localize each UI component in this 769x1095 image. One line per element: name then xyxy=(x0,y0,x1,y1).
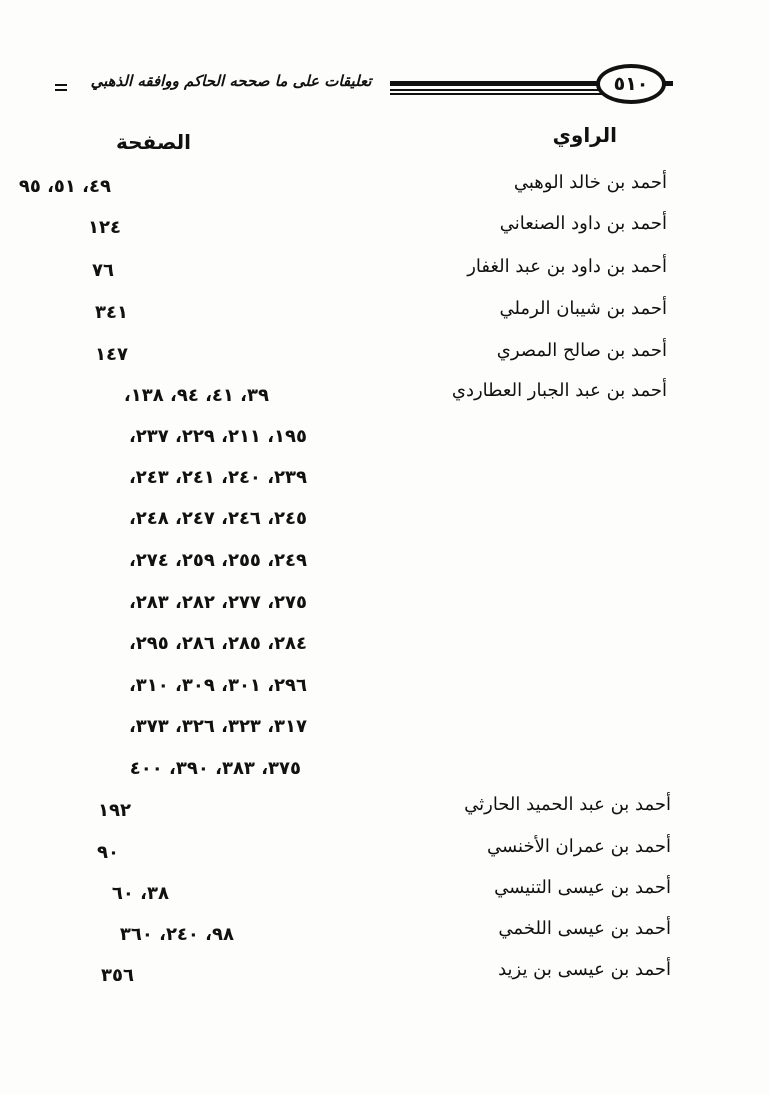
narrator-name: أحمد بن عمران الأخنسي xyxy=(486,836,671,857)
narrator-name: أحمد بن عيسى اللخمي xyxy=(498,918,671,939)
page-refs: ١٢٤ xyxy=(88,217,121,238)
page-refs: ٧٦ xyxy=(92,260,114,281)
page-refs: ١٩٢ xyxy=(98,800,131,821)
narrator-name: أحمد بن داود بن عبد الغفار xyxy=(467,256,667,277)
running-title: تعليقات على ما صححه الحاكم ووافقه الذهبي xyxy=(90,72,372,90)
page-refs: ٩٨، ٢٤٠، ٣٦٠ xyxy=(119,924,234,945)
page-refs-continuation: ٢٧٥، ٢٧٧، ٢٨٢، ٢٨٣، xyxy=(128,592,307,613)
narrator-name: أحمد بن عبد الجبار العطاردي xyxy=(451,380,667,401)
page-refs: ٣٩، ٤١، ٩٤، ١٣٨، xyxy=(123,385,269,406)
narrator-name: أحمد بن داود الصنعاني xyxy=(499,213,667,234)
narrator-name: أحمد بن صالح المصري xyxy=(496,340,667,361)
page-refs-continuation: ٢٤٥، ٢٤٦، ٢٤٧، ٢٤٨، xyxy=(128,508,307,529)
page-refs-continuation: ٢٤٩، ٢٥٥، ٢٥٩، ٢٧٤، xyxy=(128,550,307,571)
narrator-name: أحمد بن عيسى التنيسي xyxy=(494,877,671,898)
column-header-page: الصفحة xyxy=(116,130,192,154)
page-refs-continuation: ٢٨٤، ٢٨٥، ٢٨٦، ٢٩٥، xyxy=(128,633,307,654)
page-refs: ١٤٧ xyxy=(95,344,128,365)
page-refs: ٩٠ xyxy=(97,842,119,863)
narrator-name: أحمد بن شيبان الرملي xyxy=(499,298,667,319)
page-refs-continuation: ٣١٧، ٣٢٣، ٣٢٦، ٣٧٣، xyxy=(128,716,307,737)
column-header-narrator: الراوي xyxy=(552,123,617,147)
page-refs: ٤٩، ٥١، ٩٥ xyxy=(18,176,111,197)
page-refs: ٣٨، ٦٠ xyxy=(111,883,169,904)
page-refs: ٣٤١ xyxy=(95,302,128,323)
page-number: ٥١٠ xyxy=(596,64,666,104)
page-refs: ٣٥٦ xyxy=(101,965,134,986)
page-refs-continuation: ٣٧٥، ٣٨٣، ٣٩٠، ٤٠٠ xyxy=(129,758,301,779)
page-refs-continuation: ١٩٥، ٢١١، ٢٢٩، ٢٣٧، xyxy=(128,426,307,447)
narrator-name: أحمد بن عيسى بن يزيد xyxy=(498,959,671,980)
page-refs-continuation: ٢٩٦، ٣٠١، ٣٠٩، ٣١٠، xyxy=(128,675,307,696)
narrator-name: أحمد بن عبد الحميد الحارثي xyxy=(464,794,671,815)
narrator-name: أحمد بن خالد الوهبي xyxy=(513,172,667,193)
page-refs-continuation: ٢٣٩، ٢٤٠، ٢٤١، ٢٤٣، xyxy=(128,467,307,488)
